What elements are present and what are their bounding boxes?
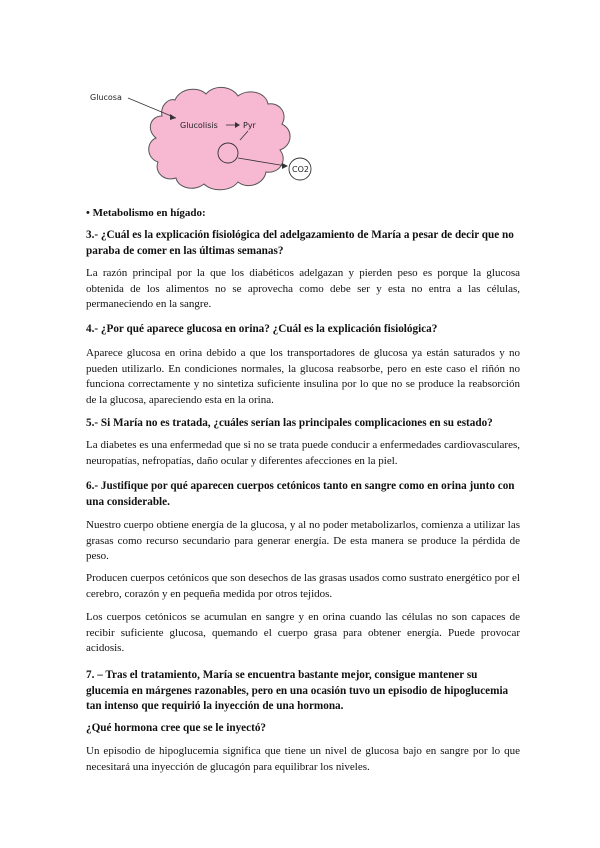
- question-5-block: [86, 416, 520, 432]
- glucolisis-label: Glucolisis: [180, 121, 218, 130]
- answer-3-block: [86, 266, 520, 313]
- answer-7-block: [86, 744, 520, 775]
- question-6: 6.- Justifique por qué aparecen cuerpos cetónicos tanto en sangre como en orina junto con una considerable.: [86, 480, 515, 508]
- answer-6-1-block: [86, 518, 520, 565]
- question-7b-block: [86, 721, 520, 737]
- metabolism-bullet: • Metabolismo en hígado:: [86, 207, 206, 219]
- co2-label: CO2: [292, 165, 309, 174]
- answer-4-block: [86, 346, 520, 408]
- liver-cell-diagram: [80, 78, 340, 200]
- question-3: 3.- ¿Cuál es la explicación fisiológica del adelgazamiento de María a pesar de decir que no paraba de comer en las últimas semanas?: [86, 229, 514, 257]
- question-7: 7. – Tras el tratamiento, María se encuentra bastante mejor, consigue mantener su glucemia en márgenes razonables, pero en una ocasión tuvo un episodio de hipoglucemia tan intenso que requirió la inyección de una hormona.: [86, 669, 509, 712]
- pyr-label: Pyr: [243, 121, 256, 130]
- answer-5: La diabetes es una enfermedad que si no se trata puede conducir a enfermedades cardiovasculares, neuropatías, nefropatías, daño ocular y diferentes afecciones en la piel.: [86, 439, 520, 467]
- answer-6-paragraph-3: Los cuerpos cetónicos se acumulan en sangre y en orina cuando las células no son capaces de recibir suficiente glucosa, quemando el cuerpo grasa para obtener energía. Puede provocar acidosis.: [86, 611, 520, 655]
- question-5: 5.- Si María no es tratada, ¿cuáles serían las principales complicaciones en su estado?: [86, 417, 493, 429]
- question-7b: ¿Qué hormona cree que se le inyectó?: [86, 722, 267, 734]
- answer-6-3-block: [86, 610, 520, 657]
- glucosa-label: Glucosa: [90, 93, 122, 102]
- co2-arrowhead: [282, 163, 288, 169]
- answer-7: Un episodio de hipoglucemia significa que tiene un nivel de glucosa bajo en sangre por lo que necesitará una inyección de glucagón para equilibrar los niveles.: [86, 745, 520, 773]
- question-6-block: [86, 479, 520, 510]
- answer-3: La razón principal por la que los diabéticos adelgazan y pierden peso es porque la glucosa obtenida de los alimentos no se aprovecha como debe ser y esta no entra a las células, permaneciendo en la sangre.: [86, 267, 520, 311]
- answer-6-2-block: [86, 571, 520, 602]
- question-3-block: [86, 228, 520, 259]
- answer-6-paragraph-2: Producen cuerpos cetónicos que son desechos de las grasas usados como sustrato energético por el cerebro, corazón y en pequeña medida por otros tejidos.: [86, 572, 520, 600]
- answer-6-paragraph-1: Nuestro cuerpo obtiene energía de la glucosa, y al no poder metabolizarlos, comienza a utilizar las grasas como recurso secundario para generar energía. De esta manera se produce la pérdida de peso.: [86, 519, 520, 563]
- question-4: 4.- ¿Por qué aparece glucosa en orina? ¿Cuál es la explicación fisiológica?: [86, 323, 438, 335]
- question-4-block: [86, 322, 520, 338]
- cell-shape: [149, 87, 290, 189]
- answer-4: Aparece glucosa en orina debido a que los transportadores de glucosa ya están saturados y no pueden utilizarlo. En condiciones normales, la glucosa reabsorbe, pero en este caso el riñón no funciona correctamente y no sintetiza suficiente insulina por lo que no se produce la reabsorción de la glucosa, apareciendo esta en la orina.: [86, 347, 520, 406]
- question-7-block: [86, 668, 520, 715]
- answer-5-block: [86, 438, 520, 469]
- metabolism-heading-block: [86, 206, 520, 221]
